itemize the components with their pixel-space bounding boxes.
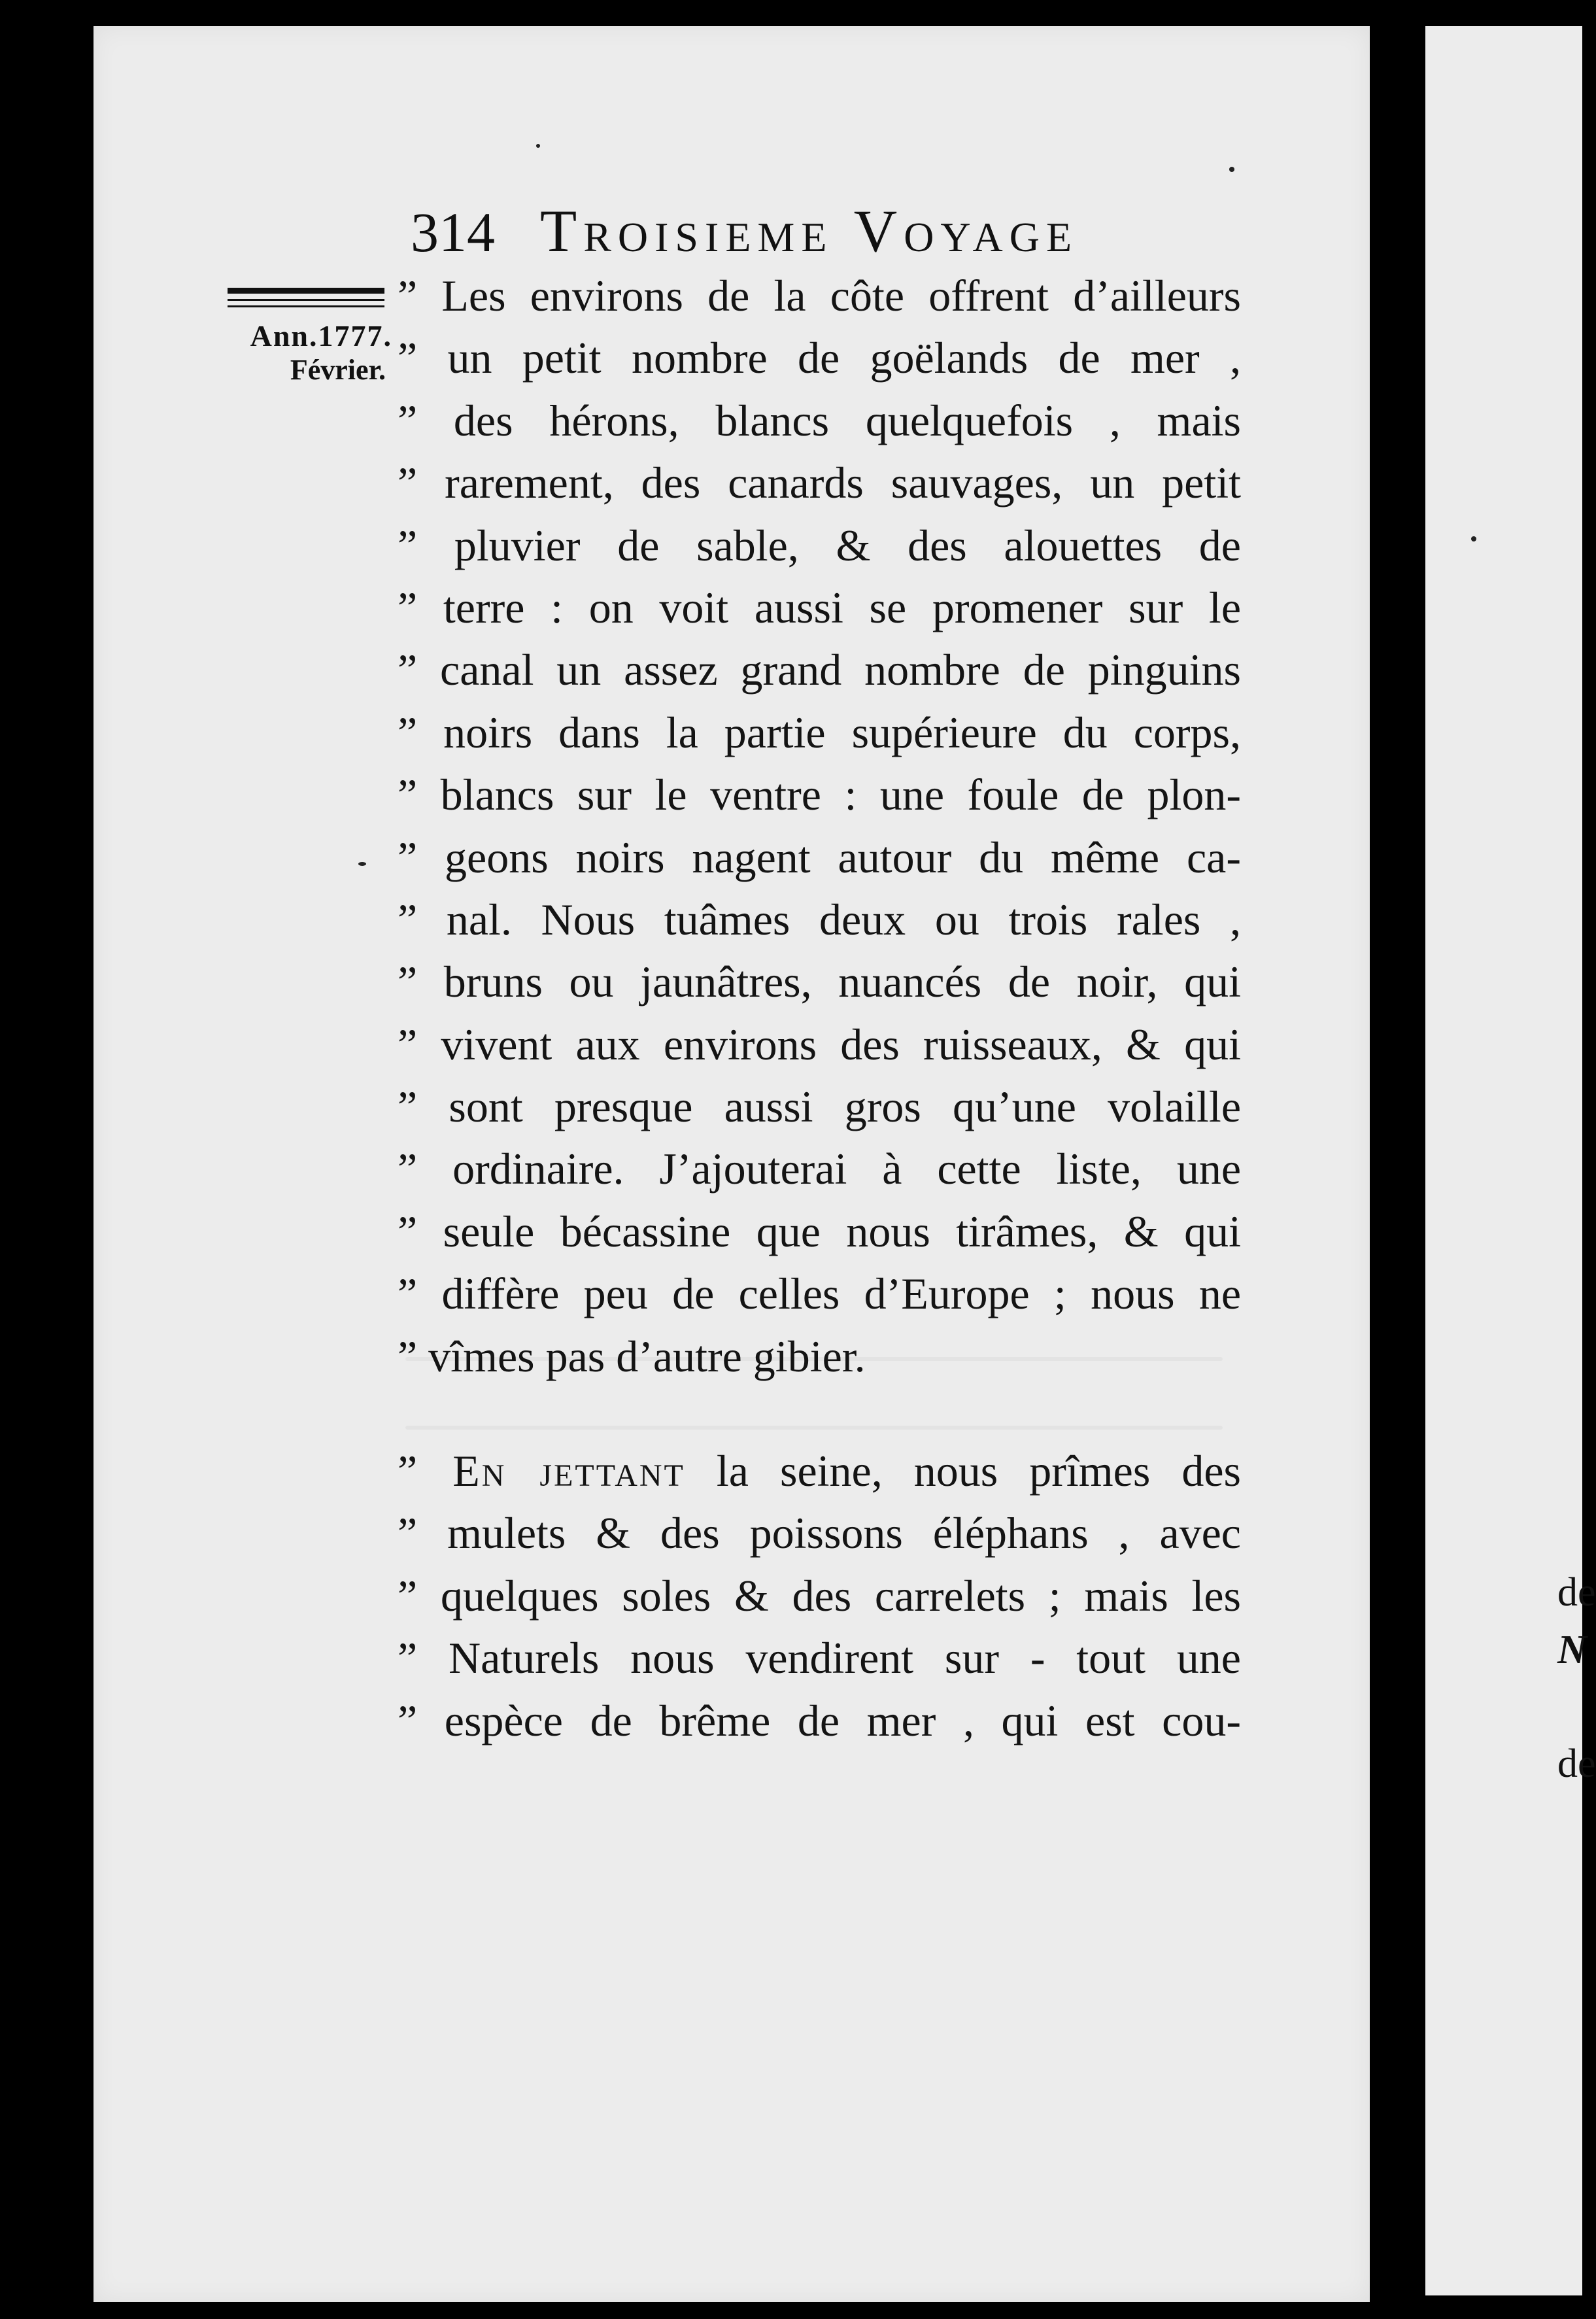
page-gutter [1370,26,1425,2302]
margin-note-year: Ann.1777. [250,319,392,352]
text-line: ” nal. Nous tuâmes deux ou trois rales , [398,894,1241,944]
text-line: ” diffère peu de celles d’Europe ; nous ne [398,1269,1241,1319]
paragraph-lead: ” En jettant [398,1446,685,1496]
text-line: ” rarement, des canards sauvages, un petit [398,458,1241,508]
text-line: ” espèce de brême de mer , qui est cou- [398,1695,1241,1745]
text-line: ” Naturels nous vendirent sur - tout une [398,1633,1241,1683]
text-line: ” sont presque aussi gros qu’une volaille [398,1082,1241,1132]
text-line: ” quelques soles & des carrelets ; mais les [398,1570,1241,1621]
running-title: Troisieme Voyage [540,198,1079,264]
text-line: ” terre : on voit aussi se promener sur le [398,582,1241,632]
running-header [411,196,1078,266]
margin-rule-thin-2 [228,305,384,307]
text-line: ” mulets & des poissons éléphans , avec [398,1508,1241,1558]
text-line: ” pluvier de sable, & des alouettes de [398,520,1241,570]
page-number: 314 [411,201,495,264]
paper-speck [358,862,366,866]
margin-rule-thick [228,288,384,294]
margin-note-month: Février. [290,354,386,386]
adjacent-page-text: de [1557,1742,1596,1786]
text-span: la seine, nous prîmes des [685,1446,1241,1496]
adjacent-page-edge [1425,26,1582,2295]
margin-rule-thin [228,299,384,301]
text-line: ” vîmes pas d’autre gibier. [398,1331,866,1381]
paragraph-2 [398,1440,1241,1752]
paragraph-1 [398,265,1241,1388]
text-line: ” vivent aux environs des ruisseaux, & qui [398,1019,1241,1069]
text-line: ” Les environs de la côte offrent d’ailleurs [398,271,1241,320]
text-line: ” blancs sur le ventre : une foule de plon- [398,770,1241,820]
text-line: ” bruns ou jaunâtres, nuancés de noir, qui [398,957,1241,1007]
margin-note [216,319,392,387]
paper-speck [1471,536,1476,541]
paper-speck [1229,167,1234,172]
adjacent-page-text: de [1557,1570,1596,1615]
text-line: ” noirs dans la partie supérieure du corps, [398,707,1241,757]
text-line [398,1440,1241,1502]
adjacent-page-text: N [1557,1628,1587,1672]
text-line: ” canal un assez grand nombre de pinguins [398,645,1241,695]
text-line: ” seule bécassine que nous tirâmes, & qui [398,1206,1241,1256]
paper-speck [536,144,540,148]
body-text [398,265,1241,1752]
text-line: ” geons noirs nagent autour du même ca- [398,832,1241,882]
text-line: ” ordinaire. J’ajouterai à cette liste, une [398,1144,1241,1194]
text-line: ” un petit nombre de goëlands de mer , [398,333,1241,383]
text-line: ” des hérons, blancs quelquefois , mais [398,395,1241,445]
